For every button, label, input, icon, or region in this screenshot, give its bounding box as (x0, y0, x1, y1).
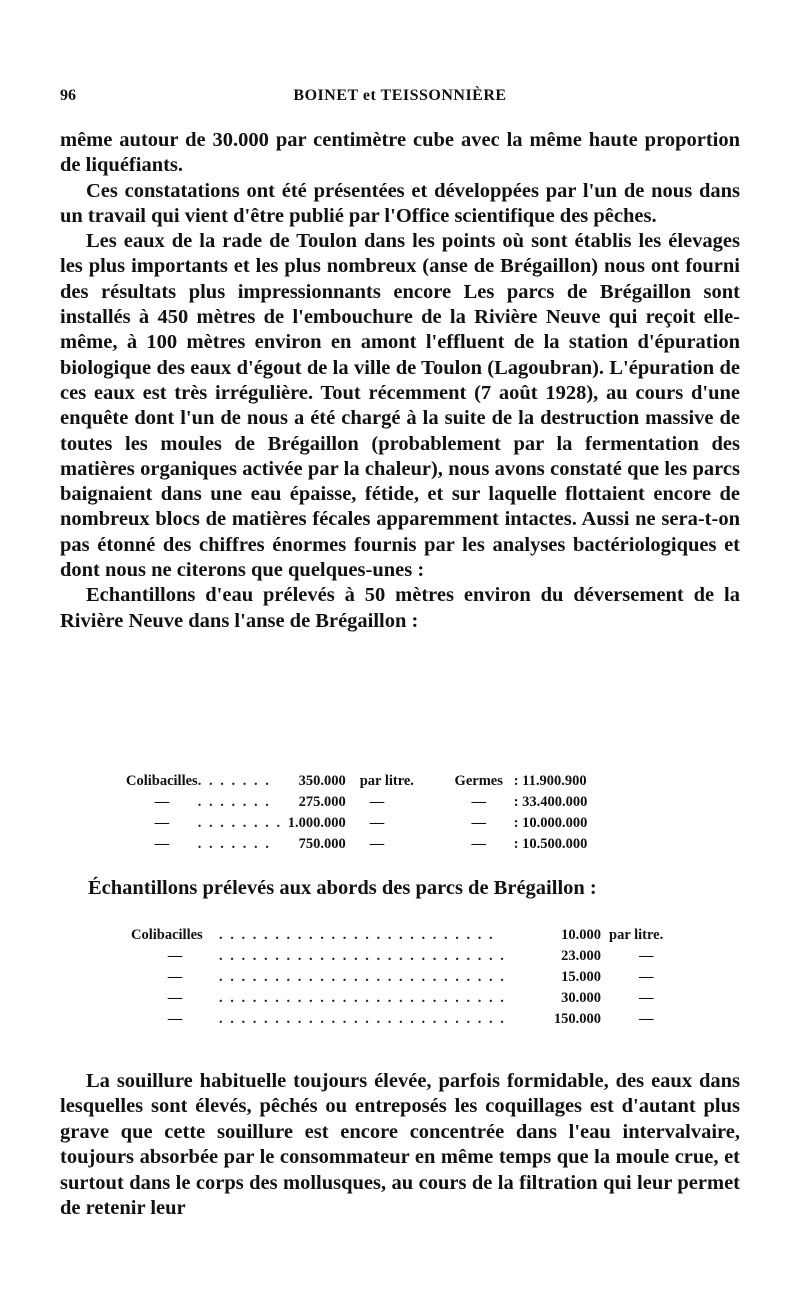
table-row (126, 792, 614, 813)
running-title: BOINET et TEISSONNIÈRE (293, 87, 507, 104)
dot-leader: . . . . . . . . . . . . . . . . . . . . . . . . . . (219, 969, 506, 985)
table-cell-label: Colibacilles (126, 773, 198, 789)
body-text (60, 128, 740, 634)
table-cell-value: 750.000 (298, 836, 346, 852)
table-cell-label: — (154, 794, 170, 810)
table-cell-value2: : 10.000.000 (513, 815, 588, 831)
table-cell-value: 1.000.000 (287, 815, 346, 831)
dot-leader: . . . . . . . . . . . . . . . . . . . . . . . . . . (219, 948, 506, 964)
table-cell-value: 275.000 (298, 794, 346, 810)
table-row (131, 988, 689, 1009)
table-cell-unit: — (639, 1011, 654, 1027)
table-cell-label: — (167, 1011, 183, 1027)
results-table-parks (131, 925, 689, 1030)
table-cell-unit: — (639, 990, 654, 1006)
table-cell-unit: — (369, 815, 385, 831)
table-cell-label: — (154, 815, 170, 831)
table-cell-label: — (154, 836, 170, 852)
dot-leader: . . . . . . . . . . . . . . . . . . . . . . . . . (219, 927, 495, 943)
final-paragraph: La souillure habituelle toujours élevée, parfois formidable, des eaux dans lesquelles sont élevés, pêchés ou entreposés les coquillages est d'autant plus grave que cette souillure est encore concentrée dans l'eau intervalvaire, toujours absorbée par le consommateur en même temps que la moule crue, et surtout dans le corps des mollusques, au cours de la filtration qui leur permet de retenir leur (60, 1069, 740, 1219)
table-cell-label: — (167, 948, 183, 964)
table-cell-value2: : 11.900.900 (513, 773, 587, 789)
table-cell-unit: par litre. (359, 773, 414, 789)
table-cell-value: 15.000 (561, 969, 601, 985)
table-row (126, 771, 614, 792)
table-cell-unit: par litre. (609, 927, 664, 943)
table-cell-label: Colibacilles (131, 927, 203, 943)
results-table-river (126, 771, 614, 855)
section-caption: Échantillons prélevés aux abords des parcs de Brégaillon : (88, 877, 597, 899)
dot-leader: . . . . . . . (197, 773, 271, 789)
paragraph: Echantillons d'eau prélevés à 50 mètres environ du déversement de la Rivière Neuve dans l'anse de Brégaillon : (60, 584, 740, 632)
table-row (131, 925, 689, 946)
table-row (126, 813, 614, 834)
table-cell-value: 30.000 (561, 990, 601, 1006)
table-cell-value2: : 33.400.000 (513, 794, 588, 810)
dot-leader: . . . . . . . (197, 836, 271, 852)
table-cell-label2: Germes (454, 773, 503, 789)
table-cell-label2: — (471, 815, 486, 831)
table-cell-value: 150.000 (553, 1011, 601, 1027)
paragraph: Les eaux de la rade de Toulon dans les points où sont établis les élevages les plus importants et les plus nombreux (anse de Brégaillon) nous ont fourni des résultats plus impressionnants encore Les parcs de Brégaillon sont installés à 450 mètres de l'embouchure de la Rivière Neuve qui reçoit elle-même, à 100 mètres environ en amont l'effluent de la station d'épuration biologique des eaux d'égout de la ville de Toulon (Lagoubran). L'épuration de ces eaux est très irrégulière. Tout récemment (7 août 1928), au cours d'une enquête dont l'un de nous a été chargé à la suite de la destruction massive de toutes les moules de Brégaillon (probablement par la fermentation des matières organiques activée par la chaleur), nous avons constaté que les parcs baignaient dans une eau épaisse, fétide, et sur laquelle flottaient encore de nombreux blocs de matières fécales apparemment intactes. Aussi ne sera-t-on pas étonné des chiffres énormes fournis par les analyses bactériologiques et dont nous ne citerons que quelques-unes : (60, 230, 740, 582)
dot-leader: . . . . . . . . (197, 815, 283, 831)
dot-leader: . . . . . . . . . . . . . . . . . . . . . . . . . . (219, 990, 506, 1006)
table-cell-value2: : 10.500.000 (513, 836, 588, 852)
table-cell-unit: — (369, 794, 385, 810)
table-cell-unit: — (639, 969, 654, 985)
table-row (131, 967, 689, 988)
table-cell-unit: — (369, 836, 385, 852)
page-number: 96 (60, 87, 76, 104)
table-row (131, 1009, 689, 1030)
table-cell-label2: — (471, 794, 486, 810)
table-cell-unit: — (639, 948, 654, 964)
table-cell-value: 10.000 (561, 927, 601, 943)
table-cell-value: 350.000 (298, 773, 346, 789)
table-cell-label: — (167, 969, 183, 985)
table-row (131, 946, 689, 967)
table-cell-label: — (167, 990, 183, 1006)
dot-leader: . . . . . . . (197, 794, 271, 810)
table-row (126, 834, 614, 855)
paragraph: Ces constatations ont été présentées et développées par l'un de nous dans un travail qui vient d'être publié par l'Office scientifique des pêches. (60, 179, 740, 227)
dot-leader: . . . . . . . . . . . . . . . . . . . . . . . . . . (219, 1011, 506, 1027)
table-cell-label2: — (471, 836, 486, 852)
page-header (60, 87, 740, 113)
table-cell-value: 23.000 (561, 948, 601, 964)
paragraph-continued: même autour de 30.000 par centimètre cube avec la même haute proportion de liquéfiants. (60, 129, 740, 177)
